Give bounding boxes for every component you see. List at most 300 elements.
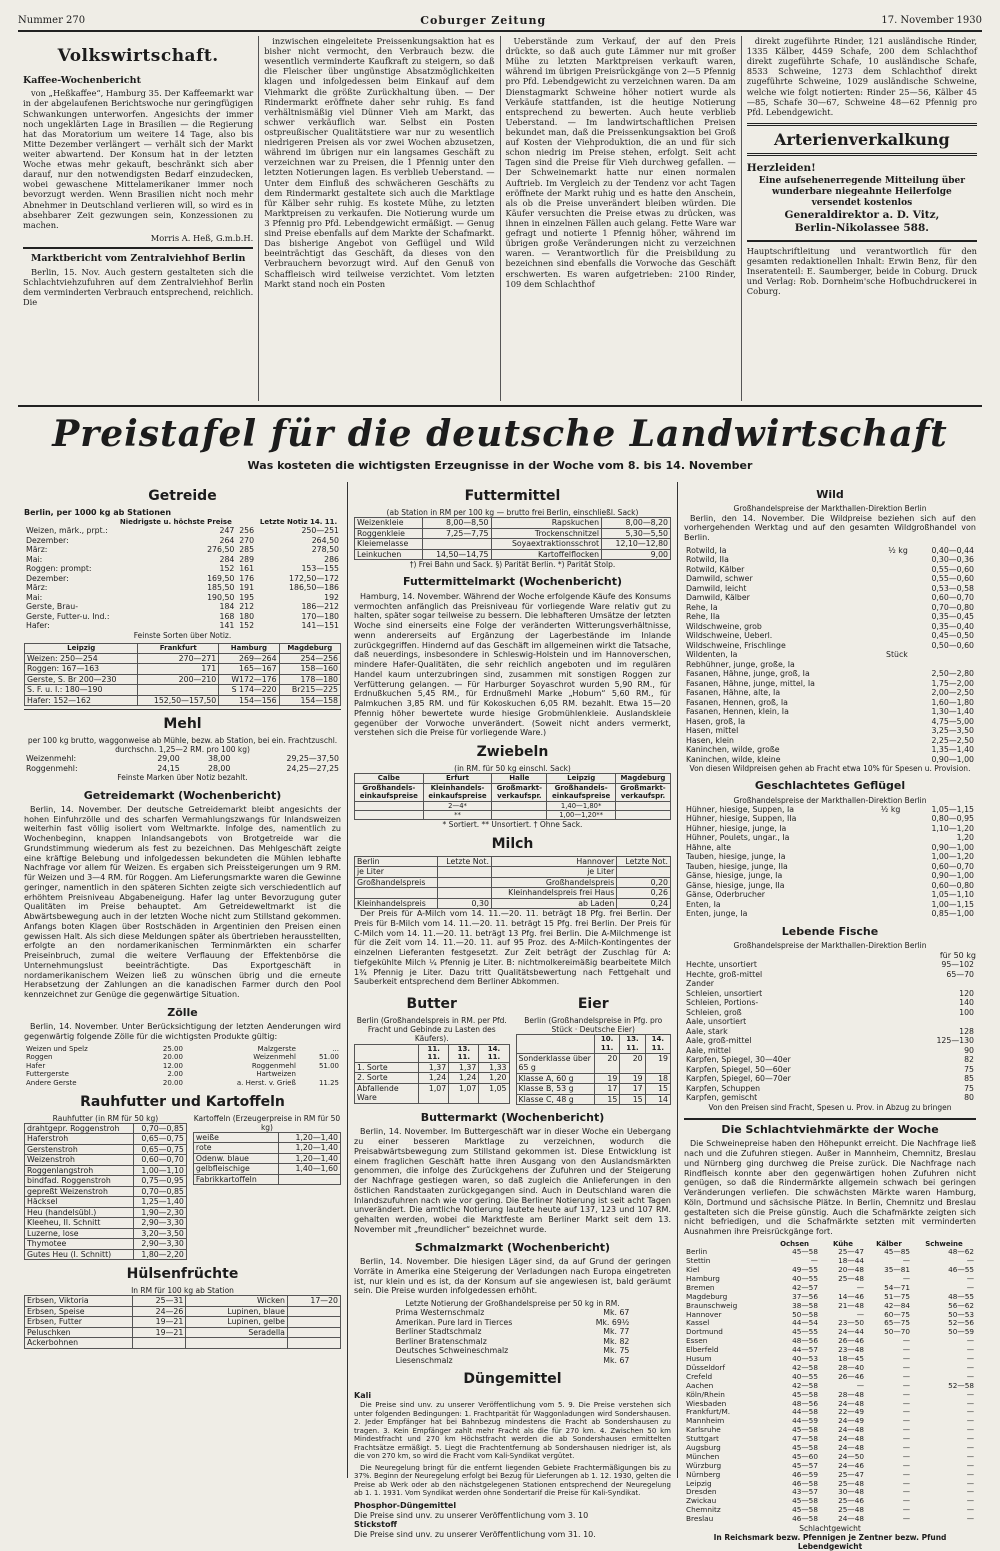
table-cell: —: [902, 1514, 910, 1524]
table-cell: —: [902, 1487, 910, 1497]
kali-heading: Kali: [354, 1391, 372, 1401]
column-4: [742, 36, 982, 401]
column-header: Niedrigste u. höchste Preise: [119, 517, 232, 526]
table-row: [24, 1070, 341, 1079]
page-header: [18, 10, 982, 32]
table-cell: Nürnberg: [686, 1469, 721, 1479]
table-row: [684, 1497, 976, 1506]
table-row: [684, 546, 976, 556]
table-cell: [873, 669, 910, 679]
table-cell: [438, 867, 492, 878]
table-cell: —: [902, 1451, 910, 1461]
table-cell: 1,24: [419, 1073, 449, 1084]
issue-date: 17. November 1930: [881, 14, 982, 26]
table-row: [684, 698, 976, 708]
table-cell: je Liter: [355, 867, 438, 878]
table-cell: —: [966, 1345, 974, 1355]
table-cell: [186, 1338, 288, 1349]
table-cell: [873, 745, 910, 755]
table-cell: 0,65—0,75: [133, 1134, 186, 1145]
rauhfutter-tables: [24, 1114, 341, 1261]
table-row: [684, 1355, 976, 1364]
table-cell: 14: [645, 1094, 670, 1105]
column-header: Hamburg: [219, 644, 279, 654]
table-cell: Fabrikkartoffeln: [193, 1174, 278, 1185]
table-cell: 2.00: [167, 1070, 183, 1079]
fische-table: [684, 960, 976, 1103]
section-futtermittel: Futtermittel: [464, 488, 561, 504]
table-cell: 29,25—37,50: [286, 754, 339, 764]
table-cell: 286: [324, 554, 339, 564]
top-news-block: [18, 36, 982, 401]
table-cell: [138, 685, 219, 696]
table-row: [394, 1327, 632, 1337]
price-table-banner: [18, 405, 982, 475]
table-cell: 42—84: [884, 1300, 910, 1310]
newspaper-title: Coburger Zeitung: [420, 13, 547, 27]
table-cell: 125—130: [936, 1036, 974, 1046]
table-cell: 51—75: [884, 1291, 910, 1301]
table-cell: Damwild, leicht: [686, 583, 747, 593]
table-cell: Roggen: [26, 1053, 53, 1062]
table-row: [24, 1079, 341, 1088]
table-cell: Kartoffelflocken: [491, 549, 602, 560]
table-cell: [873, 574, 910, 584]
table-cell: —: [966, 1389, 974, 1399]
table-cell: 38,00: [208, 754, 231, 764]
table-cell: 2. Sorte: [355, 1073, 419, 1084]
table-row: [684, 1074, 976, 1084]
wild-intro: Berlin, den 14. November. Die Wildpreise beziehen sich auf den vorhergehenden Werktag und auf den gesamten Wildgroßhandel von Berlin.: [684, 513, 976, 543]
table-row: [24, 593, 341, 603]
column-header: Magdeburg: [279, 644, 340, 654]
table-cell: Futtergerste: [26, 1070, 69, 1079]
table-row: [684, 1084, 976, 1094]
table-cell: 54—71: [884, 1282, 910, 1292]
table-row: [24, 583, 341, 593]
table-row: [684, 1453, 976, 1462]
table-cell: gelbfleischige: [193, 1164, 278, 1175]
table-cell: Enten, Ia: [686, 899, 721, 909]
column-header: 14. 11.: [645, 1035, 670, 1053]
table-row: [684, 1008, 976, 1018]
table-cell: 1,20: [479, 1073, 509, 1084]
table-cell: Karpfen, Schuppen: [686, 1083, 761, 1093]
table-cell: [873, 593, 910, 603]
table-row: [684, 717, 976, 727]
table-cell: Schleien, Portions-: [686, 998, 759, 1008]
table-cell: 0,90—1,00: [931, 842, 974, 852]
table-row: [684, 1311, 976, 1320]
table-cell: 48—62: [948, 1247, 974, 1257]
table-cell: Rapskuchen: [491, 518, 602, 529]
table-cell: 5,30—5,50: [602, 528, 671, 539]
table-cell: rote: [193, 1143, 278, 1154]
table-cell: 1,25—1,40: [133, 1197, 186, 1208]
table-cell: —: [966, 1371, 974, 1381]
table-cell: Fasanen, Hähne, alte, Ia: [686, 688, 781, 698]
table-cell: 1,40—1,80*: [547, 801, 616, 810]
table-cell: 65—70: [946, 969, 974, 979]
table-cell: 0,35—0,40: [931, 621, 974, 631]
table-row: [355, 1083, 510, 1103]
table-row: [684, 1275, 976, 1284]
table-cell: 17: [620, 1084, 645, 1095]
table-cell: Ackerbohnen: [25, 1338, 133, 1349]
table-cell: Hühner, hiesige, junge, Ia: [686, 823, 787, 833]
table-cell: Schleien, unsortiert: [686, 988, 763, 998]
table-cell: Dortmund: [686, 1327, 723, 1337]
table-row: [684, 1364, 976, 1373]
table-cell: 40—53: [792, 1354, 818, 1364]
table-cell: Sonderklasse über 65 g: [516, 1053, 594, 1073]
table-cell: 25—48: [838, 1505, 864, 1515]
table-cell: —: [966, 1398, 974, 1408]
butter-eier: [354, 990, 671, 1105]
issue-number: Nummer 270: [18, 14, 86, 26]
table-cell: 23—48: [838, 1345, 864, 1355]
table-cell: Karpfen, Spiegel, 30—40er: [686, 1055, 791, 1065]
price-column-2: [348, 482, 678, 1540]
table-cell: 161: [239, 564, 255, 574]
table-row: [24, 564, 341, 574]
table-cell: [865, 871, 902, 881]
table-cell: —: [966, 1336, 974, 1346]
table-cell: —: [966, 1434, 974, 1444]
table-row: [355, 518, 671, 529]
table-cell: Enten, junge, Ia: [686, 909, 748, 919]
table-cell: 1,00—1,20**: [547, 811, 616, 820]
table-cell: Weizen, märk., prpt.:: [26, 526, 108, 536]
table-cell: 186—212: [301, 602, 339, 612]
table-cell: Mannheim: [686, 1416, 725, 1426]
schlachtvieh-table: [684, 1240, 976, 1524]
table-cell: —: [966, 1442, 974, 1452]
table-row: [684, 1046, 976, 1056]
table-cell: 51.00: [318, 1061, 339, 1070]
table-cell: 0,40—0,44: [931, 545, 974, 555]
table-cell: Hannover: [491, 856, 616, 867]
table-row: [25, 1317, 341, 1328]
eier-subtitle: Berlin (Großhandelspreise in Pfg. pro Stück · Deutsche Eier): [524, 1016, 663, 1035]
table-cell: 20—48: [838, 1265, 864, 1275]
table-cell: 2,90—3,30: [133, 1218, 186, 1229]
banner-subtitle: Was kosteten die wichtigsten Erzeugnisse in der Woche vom 8. bis 14. November: [247, 458, 753, 472]
table-row: [355, 877, 671, 888]
table-cell: 0,35—0,45: [931, 612, 974, 622]
column-header: Kühe: [832, 1239, 853, 1248]
table-cell: [873, 612, 910, 622]
mehl-note: Feinste Marken über Notiz bezahlt.: [117, 773, 248, 783]
butter-subtitle: Berlin (Großhandelspreis in RM. per Pfd. Fracht und Gebinde zu Lasten des Käufers).: [356, 1016, 507, 1044]
newspaper-page: [18, 10, 982, 1551]
table-cell: **: [423, 811, 492, 820]
table-row: [684, 1488, 976, 1497]
table-cell: 176: [239, 573, 255, 583]
table-cell: —: [966, 1514, 974, 1524]
cities-table: [24, 643, 341, 706]
table-cell: 0,80—0,95: [931, 814, 974, 824]
table-cell: 45—85: [884, 1247, 910, 1257]
table-cell: 1,30—1,40: [931, 707, 974, 717]
phosphor-text: Die Preise sind unv. zu unserer Veröffentlichung vom 3. 10: [354, 1510, 589, 1520]
table-cell: —: [902, 1496, 910, 1506]
table-cell: 46—58: [792, 1478, 818, 1488]
table-row: [25, 664, 341, 675]
table-cell: 1,05—1,15: [931, 804, 974, 814]
table-cell: Soyaextraktionsschrot: [491, 539, 602, 550]
table-cell: [873, 755, 910, 765]
table-cell: —: [966, 1451, 974, 1461]
table-cell: 0,20: [617, 877, 671, 888]
schlachtvieh-text: Die Schweinepreise haben den Höhepunkt erreicht. Die Nachfrage ließ nach und die Zufuhren stiegen. Außer in Mannheim, Chemnitz, Breslau und Nürnberg ging durchweg die Preise zurück. Die Nachfrage nach Rindfleisch konnte aber den gegenwärtigen hohen Zufuhren nicht genügen, so daß die Rindermärkte allgemein schwach bei geringen Veränderungen verliefen. Die schwächsten Märkte waren Hamburg, Köln, Dortmund und sächsische Plätze. In Berlin, Chemnitz und Breslau gestalteten sich die Preise günstig. Auch die Schafmärkte zeigten sich nicht befriedigen, und die Schafmärkte setzten mit verminderten Ausnahmen ihre Preisrückgänge fort.: [684, 1139, 976, 1237]
table-cell: Mk. 82: [603, 1336, 630, 1346]
table-cell: 264,50: [311, 535, 339, 545]
table-cell: Tauben, hiesige, junge, Ia: [686, 852, 786, 862]
table-cell: [422, 539, 491, 550]
table-cell: Würzburg: [686, 1460, 722, 1470]
table-cell: Erbsen, Viktoria: [25, 1296, 133, 1307]
table-cell: 1,00—1,20: [931, 852, 974, 862]
table-cell: [865, 833, 902, 843]
table-row: [684, 1391, 976, 1400]
table-cell: März:: [26, 583, 48, 593]
table-cell: —: [966, 1425, 974, 1435]
table-cell: ab Laden: [491, 898, 616, 909]
table-cell: 24—50: [838, 1451, 864, 1461]
table-cell: —: [902, 1354, 910, 1364]
table-cell: gepreßt Weizenstroh: [25, 1186, 134, 1197]
fische-note: Von den Preisen sind Fracht, Spesen u. Prov. in Abzug zu bringen: [708, 1102, 952, 1112]
table-row: [684, 824, 976, 834]
viehhof-report-continued-2: Ueberstände zum Verkauf, der auf den Preis drückte, so daß auch gute Lämmer nur mit großer Mühe zu letzten Marktpreisen verkauft waren, während im übrigen Preisrückgänge von 2—5 Pfennig pro Pfd. Lebendgewicht zu verzeichnen waren. Da am Dienstagmarkt Schweine höher notiert wurde als Verkäufe stattfanden, ist die heutige Notierung entsprechend zu bewerten. Auch heute verblieb Ueberstand. — Im landwirtschaftlichen Preisen bekundet man, daß die Preissenkungsaktion bei Groß auf Kosten der Viehproduktion, die an und für sich schon niedrig im Preise stehen, erfolgt. Seit acht Tagen sind die Preise für Vieh durchweg gefallen. — Der Schweinemarkt hatte nur einen normalen Auftrieb. Im Vergleich zu der Tendenz vor acht Tagen eröffnete der Markt ruhig und es hatte den Anschein, als ob die Preise unverändert bleiben würden. Die Käufer versuchten die Preise etwas zu drücken, was ihnen in einzelnen Fällen auch gelang. Fette Ware war gefragt und notierte 1 Pfennig höher, während im übrigen große Veränderungen nicht zu verzeichnen waren. — Verantwortlich für die Preisbildung zu bezeichnen sind ebenfalls die Vorwoche das Geschäft erschwerten. Es waren aufgetrieben: 2100 Rinder, 109 dem Schlachthof: [505, 36, 736, 289]
table-cell: [492, 801, 547, 810]
table-cell: —: [902, 1434, 910, 1444]
table-row: [193, 1174, 340, 1185]
table-row: [24, 621, 341, 631]
table-cell: 7,25—7,75: [422, 528, 491, 539]
table-cell: [615, 811, 670, 820]
price-tables: [18, 482, 982, 1551]
table-cell: 17—20: [287, 1296, 340, 1307]
table-cell: a. Herst. v. Grieß: [236, 1078, 296, 1087]
table-cell: Karpfen, gemischt: [686, 1093, 758, 1103]
table-cell: 23—50: [838, 1318, 864, 1328]
table-cell: Klasse A, 60 g: [516, 1073, 594, 1084]
table-cell: Roggenlangstroh: [25, 1165, 134, 1176]
table-cell: 45—60: [792, 1451, 818, 1461]
table-cell: 171: [138, 664, 219, 675]
table-cell: —: [810, 1256, 818, 1266]
table-cell: [910, 660, 976, 670]
table-cell: 190,50: [207, 592, 235, 602]
table-row: [684, 1506, 976, 1515]
table-cell: ½ kg: [880, 804, 901, 814]
futtermittel-table: [354, 517, 671, 560]
table-cell: 14—46: [838, 1291, 864, 1301]
column-header: Halle: [492, 774, 547, 784]
table-cell: Husum: [686, 1354, 712, 1364]
table-row: [25, 1218, 187, 1229]
table-cell: 247: [219, 526, 235, 536]
table-cell: Rotwild, IIa: [686, 555, 729, 565]
table-row: [684, 1065, 976, 1075]
table-cell: 276,50: [207, 545, 235, 555]
table-cell: [895, 1017, 976, 1027]
viehhof-report-heading: Marktbericht vom Zentralviehhof Berlin: [30, 252, 246, 264]
table-cell: 195: [239, 592, 255, 602]
getreide-subtitle: Berlin, per 1000 kg ab Stationen: [24, 508, 172, 518]
table-cell: März:: [26, 545, 48, 555]
table-cell: —: [902, 1505, 910, 1515]
table-cell: [873, 584, 910, 594]
table-row: [684, 998, 976, 1008]
table-cell: Chemnitz: [686, 1505, 721, 1515]
table-cell: 48—56: [792, 1336, 818, 1346]
table-cell: Fasanen, Hennen, klein, Ia: [686, 707, 789, 717]
table-row: [684, 843, 976, 853]
table-cell: 128: [959, 1026, 974, 1036]
table-row: [394, 1346, 632, 1356]
table-cell: 184: [219, 602, 235, 612]
table-row: [684, 833, 976, 843]
table-cell: Zander: [686, 979, 715, 989]
table-cell: Damwild, Kälber: [686, 593, 750, 603]
table-cell: 1,60—1,80: [931, 697, 974, 707]
table-cell: Leinkuchen: [355, 549, 423, 560]
table-cell: 1,10—1,20: [931, 823, 974, 833]
table-cell: 0,30: [438, 898, 492, 909]
table-cell: 141: [219, 621, 235, 631]
table-cell: 8,00—8,50: [422, 518, 491, 529]
table-cell: [355, 888, 438, 899]
table-row: [24, 574, 341, 584]
table-cell: 0,70—0,80: [931, 602, 974, 612]
table-row: [193, 1153, 340, 1164]
section-zwiebeln: Zwiebeln: [476, 744, 549, 761]
table-cell: [492, 811, 547, 820]
table-cell: 153—155: [301, 564, 339, 574]
table-cell: Hamburg: [686, 1274, 720, 1284]
table-cell: —: [966, 1407, 974, 1417]
table-row: [516, 1084, 671, 1095]
table-cell: —: [966, 1362, 974, 1372]
table-cell: [910, 650, 976, 660]
table-cell: 158—160: [279, 664, 340, 675]
table-cell: Berliner Stadtschmalz: [395, 1327, 482, 1337]
table-row: [355, 528, 671, 539]
table-cell: 25—48: [838, 1478, 864, 1488]
table-cell: 25.00: [162, 1044, 183, 1053]
table-cell: —: [966, 1256, 974, 1266]
table-cell: 152: [219, 564, 235, 574]
table-row: [684, 881, 976, 891]
getreide-note: Feinste Sorten über Notiz.: [133, 630, 232, 640]
table-cell: 1. Sorte: [355, 1062, 419, 1073]
table-cell: Roggen: 167—163: [25, 664, 138, 675]
table-cell: Kleinhandelspreis: [355, 898, 438, 909]
table-cell: Gerste, Brau-: [26, 602, 79, 612]
table-cell: bindfad. Roggenstroh: [25, 1176, 134, 1187]
table-cell: 49—55: [792, 1265, 818, 1275]
table-cell: 65—75: [884, 1318, 910, 1328]
table-row: [355, 549, 671, 560]
table-cell: Gutes Heu (I. Schnitt): [25, 1249, 134, 1260]
table-cell: —: [902, 1425, 910, 1435]
table-row: [684, 1382, 976, 1391]
table-cell: Rehe, Ia: [686, 602, 718, 612]
table-cell: 19: [594, 1073, 619, 1084]
table-cell: —: [966, 1496, 974, 1506]
table-cell: 44—57: [792, 1345, 818, 1355]
table-cell: 18—45: [838, 1354, 864, 1364]
table-cell: Wildschweine, Ueberl.: [686, 631, 773, 641]
table-cell: Luzerne, lose: [25, 1228, 134, 1239]
table-cell: 4,75—5,00: [931, 716, 974, 726]
table-row: [684, 1515, 976, 1524]
section-eier: Eier: [577, 996, 609, 1013]
table-cell: 45—55: [792, 1327, 818, 1337]
table-cell: 45—57: [792, 1460, 818, 1470]
table-row: [684, 1248, 976, 1257]
table-cell: —: [902, 1442, 910, 1452]
table-cell: 0,90—1,00: [931, 754, 974, 764]
wild-note: Von diesen Wildpreisen gehen ab Fracht etwa 10% für Spesen u. Provision.: [689, 764, 971, 774]
table-cell: Weizen: 250—254: [25, 653, 138, 664]
table-row: [684, 989, 976, 999]
table-row: [684, 852, 976, 862]
table-cell: 85: [964, 1074, 974, 1084]
table-cell: Aale, mittel: [686, 1045, 731, 1055]
table-cell: 270—271: [138, 653, 219, 664]
table-row: [355, 1062, 510, 1073]
table-cell: [873, 555, 910, 565]
table-row: [25, 1123, 187, 1134]
table-cell: 75: [964, 1083, 974, 1093]
table-cell: —: [902, 1469, 910, 1479]
table-cell: 1,37: [419, 1062, 449, 1073]
table-cell: —: [902, 1380, 910, 1390]
table-cell: Hechte, unsortiert: [686, 960, 757, 970]
table-cell: Br215—225: [279, 685, 340, 696]
table-cell: Hasen, groß, Ia: [686, 716, 746, 726]
table-row: [684, 1284, 976, 1293]
table-row: [684, 900, 976, 910]
table-cell: Mk. 75: [603, 1346, 630, 1356]
table-cell: 24—48: [838, 1442, 864, 1452]
table-cell: [873, 736, 910, 746]
schmalz-table: [394, 1308, 632, 1365]
table-cell: Erbsen, Speise: [25, 1306, 133, 1317]
table-row: [684, 814, 976, 824]
table-cell: 191: [239, 583, 255, 593]
table-cell: weiße: [193, 1132, 278, 1143]
column-header: Großhandels-einkaufspreise: [355, 783, 424, 801]
table-cell: 45—58: [792, 1496, 818, 1506]
table-cell: [873, 679, 910, 689]
table-cell: 1,07: [449, 1083, 479, 1103]
column-1: [18, 36, 259, 401]
table-cell: 154—156: [219, 695, 279, 706]
table-row: [25, 1134, 187, 1145]
table-cell: 24—46: [838, 1460, 864, 1470]
table-row: [355, 1073, 510, 1084]
table-cell: Dresden: [686, 1487, 717, 1497]
getreidemarkt-heading: Getreidemarkt (Wochenbericht): [83, 788, 282, 802]
table-cell: Rebhühner, junge, große, Ia: [686, 659, 795, 669]
table-cell: 24—26: [133, 1306, 186, 1317]
schmalz-subtitle: Letzte Notierung der Großhandelspreise per 50 kg in RM.: [405, 1299, 620, 1309]
